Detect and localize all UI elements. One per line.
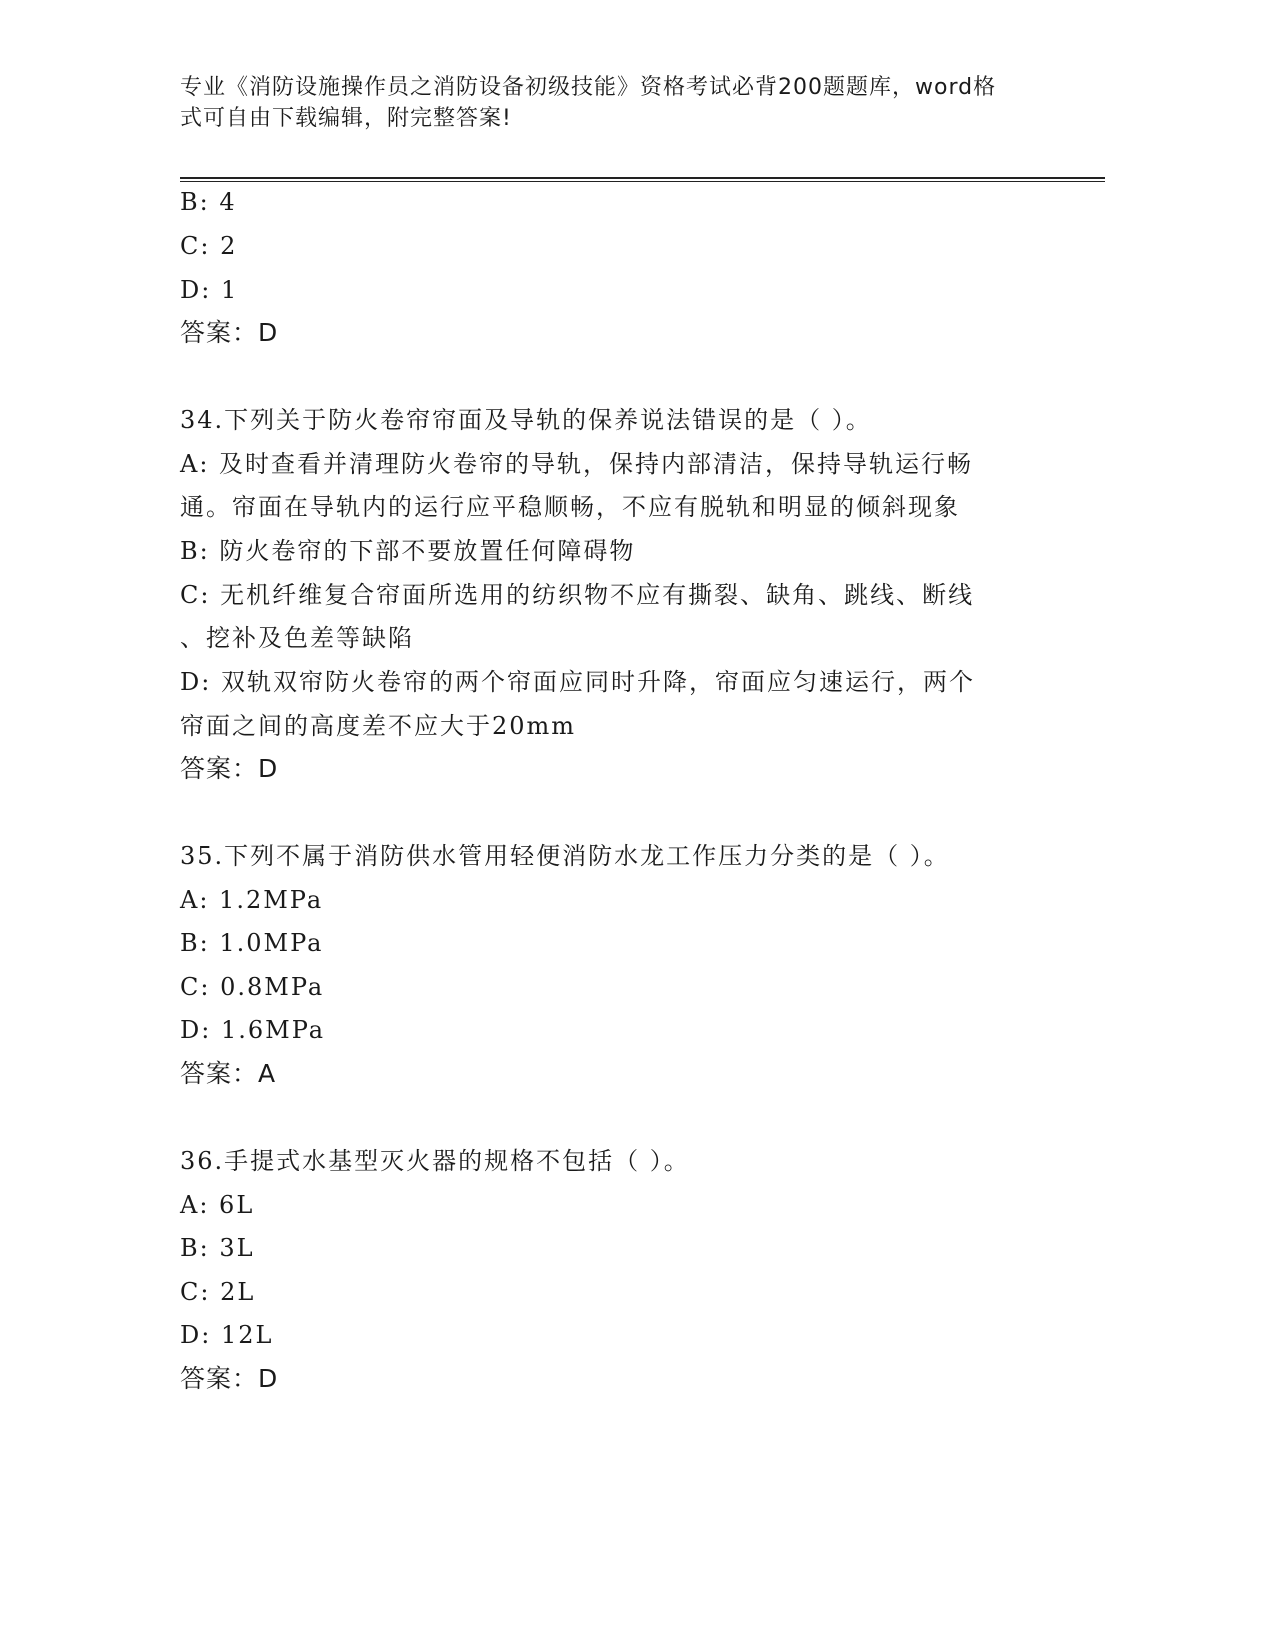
header-rule-thin xyxy=(180,181,1105,182)
document-header xyxy=(180,72,1040,134)
q34-option-d-line2: 帘面之间的高度差不应大于20mm xyxy=(180,712,577,740)
q34-option-a-line1: A: 及时查看并清理防火卷帘的导轨，保持内部清洁，保持导轨运行畅 xyxy=(180,450,974,478)
q36-option-a: A: 6L xyxy=(180,1191,255,1219)
q36-option-c: C: 2L xyxy=(180,1278,256,1306)
q34-answer: 答案：D xyxy=(180,754,279,783)
q35-answer: 答案：A xyxy=(180,1059,277,1088)
q34-option-c-line2: 、挖补及色差等缺陷 xyxy=(180,624,414,652)
header-line-2: 式可自由下载编辑，附完整答案! xyxy=(180,106,512,131)
q35-option-d: D: 1.6MPa xyxy=(180,1016,326,1044)
q36-option-b: B: 3L xyxy=(180,1234,255,1262)
prev-option-d: D: 1 xyxy=(180,276,239,304)
q36-title: 36.手提式水基型灭火器的规格不包括（ ）。 xyxy=(180,1147,690,1175)
q35-option-b: B: 1.0MPa xyxy=(180,929,324,957)
q34-option-a-line2: 通。帘面在导轨内的运行应平稳顺畅，不应有脱轨和明显的倾斜现象 xyxy=(180,493,960,521)
prev-option-b: B: 4 xyxy=(180,188,237,216)
q36-answer: 答案：D xyxy=(180,1364,279,1393)
q34-option-c-line1: C: 无机纤维复合帘面所选用的纺织物不应有撕裂、缺角、跳线、断线 xyxy=(180,581,975,609)
q34-option-d-line1: D: 双轨双帘防火卷帘的两个帘面应同时升降，帘面应匀速运行，两个 xyxy=(180,668,975,696)
q34-option-b: B: 防火卷帘的下部不要放置任何障碍物 xyxy=(180,537,636,565)
q35-option-c: C: 0.8MPa xyxy=(180,973,325,1001)
header-line-1: 专业《消防设施操作员之消防设备初级技能》资格考试必背200题题库，word格 xyxy=(180,75,997,100)
q35-title: 35.下列不属于消防供水管用轻便消防水龙工作压力分类的是（ ）。 xyxy=(180,842,950,870)
header-rule-thick xyxy=(180,177,1105,179)
prev-answer: 答案：D xyxy=(180,318,279,347)
q35-option-a: A: 1.2MPa xyxy=(180,886,324,914)
q36-option-d: D: 12L xyxy=(180,1321,274,1349)
prev-option-c: C: 2 xyxy=(180,232,238,260)
q34-title: 34.下列关于防火卷帘帘面及导轨的保养说法错误的是（ ）。 xyxy=(180,406,872,434)
